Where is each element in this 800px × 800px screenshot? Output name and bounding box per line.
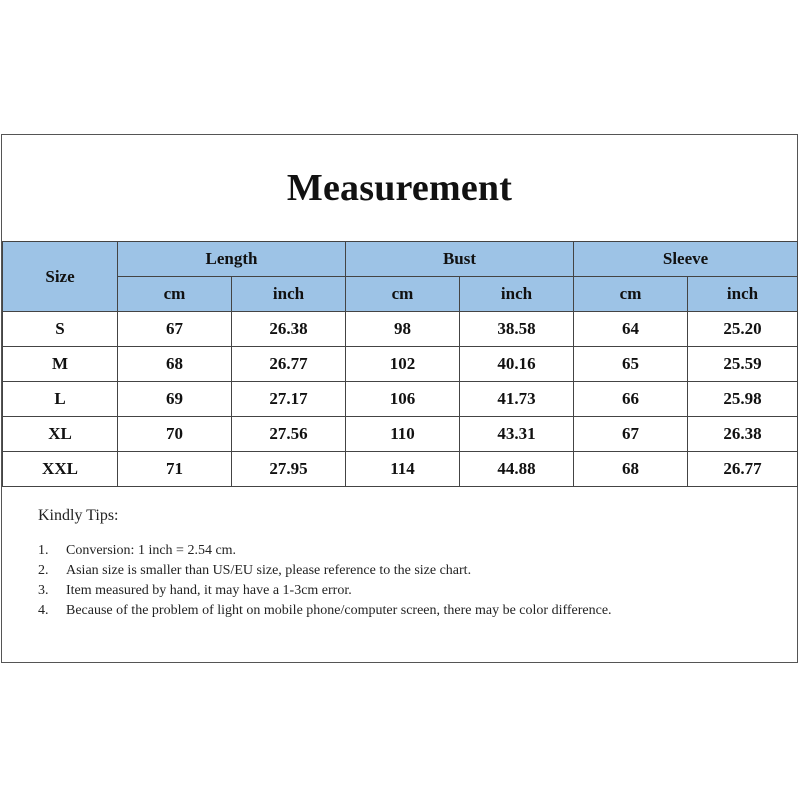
tip-item bbox=[38, 601, 758, 621]
measurement-cell: 110 bbox=[346, 417, 460, 452]
page-title: Measurement bbox=[286, 167, 513, 209]
measurement-cell: 26.38 bbox=[688, 417, 798, 452]
measurement-cell: 102 bbox=[346, 347, 460, 382]
measurement-cell: 27.17 bbox=[232, 382, 346, 417]
column-header-sleeve: Sleeve bbox=[574, 242, 798, 277]
table-header-row-groups bbox=[3, 242, 798, 277]
tip-text: Item measured by hand, it may have a 1-3cm error. bbox=[66, 583, 352, 598]
measurement-cell: 43.31 bbox=[460, 417, 574, 452]
measurement-cell: 66 bbox=[574, 382, 688, 417]
unit-header: cm bbox=[346, 277, 460, 312]
tip-text: Conversion: 1 inch = 2.54 cm. bbox=[66, 543, 237, 558]
measurement-cell: 38.58 bbox=[460, 312, 574, 347]
measurement-cell: 27.56 bbox=[232, 417, 346, 452]
table-row bbox=[3, 452, 798, 487]
measurement-cell: 67 bbox=[118, 312, 232, 347]
table-row bbox=[3, 382, 798, 417]
tips-section bbox=[38, 507, 758, 621]
tip-item bbox=[38, 541, 758, 561]
measurement-cell: 70 bbox=[118, 417, 232, 452]
tip-number: 4. bbox=[38, 603, 49, 618]
table-row bbox=[3, 312, 798, 347]
size-cell: M bbox=[3, 347, 118, 382]
measurement-cell: 25.98 bbox=[688, 382, 798, 417]
column-header-size: Size bbox=[3, 242, 118, 312]
measurement-cell: 114 bbox=[346, 452, 460, 487]
measurement-cell: 26.77 bbox=[688, 452, 798, 487]
size-cell: XXL bbox=[3, 452, 118, 487]
unit-header: inch bbox=[688, 277, 798, 312]
tips-list bbox=[38, 541, 758, 621]
measurement-cell: 68 bbox=[118, 347, 232, 382]
column-header-bust: Bust bbox=[346, 242, 574, 277]
tip-item bbox=[38, 581, 758, 601]
unit-header: inch bbox=[232, 277, 346, 312]
measurement-cell: 64 bbox=[574, 312, 688, 347]
measurement-cell: 25.59 bbox=[688, 347, 798, 382]
measurement-cell: 69 bbox=[118, 382, 232, 417]
measurement-cell: 67 bbox=[574, 417, 688, 452]
measurement-cell: 26.38 bbox=[232, 312, 346, 347]
measurement-cell: 68 bbox=[574, 452, 688, 487]
table-body bbox=[3, 312, 798, 487]
tips-title: Kindly Tips: bbox=[38, 507, 119, 524]
size-chart-frame bbox=[1, 134, 798, 663]
size-cell: S bbox=[3, 312, 118, 347]
unit-header: cm bbox=[574, 277, 688, 312]
size-table bbox=[2, 241, 798, 487]
tip-number: 2. bbox=[38, 563, 49, 578]
measurement-cell: 65 bbox=[574, 347, 688, 382]
table-header-row-units bbox=[3, 277, 798, 312]
table-row bbox=[3, 417, 798, 452]
column-header-length: Length bbox=[118, 242, 346, 277]
measurement-cell: 26.77 bbox=[232, 347, 346, 382]
unit-header: inch bbox=[460, 277, 574, 312]
measurement-cell: 71 bbox=[118, 452, 232, 487]
table-row bbox=[3, 347, 798, 382]
tip-text: Because of the problem of light on mobile phone/computer screen, there may be color difference. bbox=[66, 603, 612, 618]
unit-header: cm bbox=[118, 277, 232, 312]
measurement-cell: 25.20 bbox=[688, 312, 798, 347]
size-cell: XL bbox=[3, 417, 118, 452]
measurement-cell: 41.73 bbox=[460, 382, 574, 417]
tip-text: Asian size is smaller than US/EU size, please reference to the size chart. bbox=[66, 563, 472, 578]
measurement-cell: 98 bbox=[346, 312, 460, 347]
size-cell: L bbox=[3, 382, 118, 417]
measurement-cell: 40.16 bbox=[460, 347, 574, 382]
measurement-cell: 27.95 bbox=[232, 452, 346, 487]
tip-number: 1. bbox=[38, 543, 49, 558]
tip-item bbox=[38, 561, 758, 581]
measurement-cell: 44.88 bbox=[460, 452, 574, 487]
tip-number: 3. bbox=[38, 583, 49, 598]
measurement-cell: 106 bbox=[346, 382, 460, 417]
